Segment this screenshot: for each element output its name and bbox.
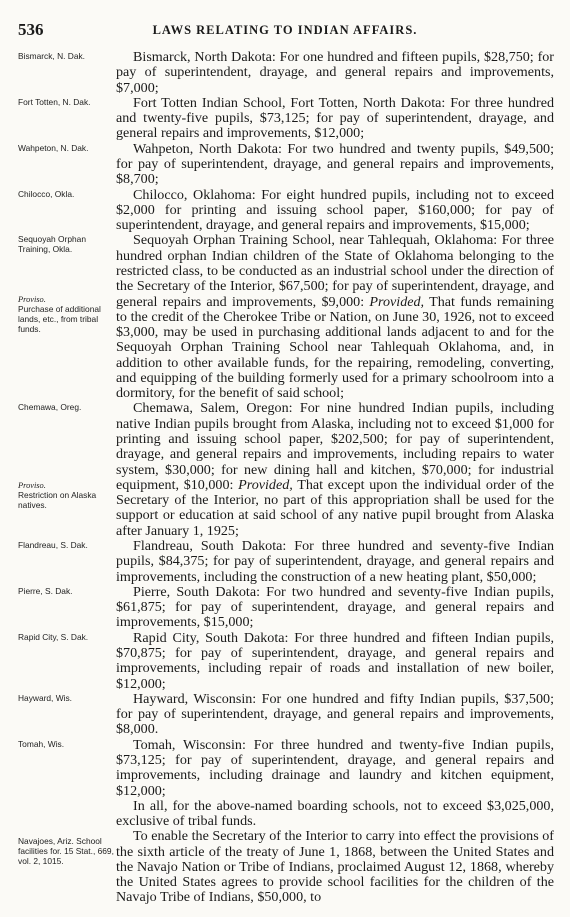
proviso-label: Proviso. bbox=[18, 481, 46, 491]
entry-navajoes bbox=[0, 829, 570, 905]
provided-word: Provided, bbox=[238, 476, 293, 493]
paragraph-text: Chemawa, Salem, Oregon: For nine hundred Indian pupils, including native Indian pupils brought from Alaska, including not to exceed $1,000 for printing and issuing school paper, $202,500; for pay of superintendent, drayage, and general repairs and improvements, including repairs to water system, $30,000; for new dining hall and kitchen, $70,000; for industrial equipment, $10,000: bbox=[116, 400, 554, 493]
entry-wahpeton bbox=[0, 142, 570, 188]
paragraph: Tomah, Wisconsin: For three hundred and twenty-five Indian pupils, $73,125; for pay of superintendent, drayage, and general repairs and improvements, including drainage and laundry and kitchen equipment, $12,000; bbox=[116, 736, 554, 799]
paragraph bbox=[116, 401, 554, 539]
provided-word: Provided, bbox=[369, 293, 425, 310]
entry-chilocco bbox=[0, 188, 570, 234]
running-head: LAWS RELATING TO INDIAN AFFAIRS. bbox=[152, 23, 418, 37]
margin-note-proviso bbox=[18, 295, 116, 334]
entry-chemawa bbox=[0, 401, 570, 539]
paragraph: In all, for the above-named boarding schools, not to exceed $3,025,000, exclusive of tribal funds. bbox=[116, 797, 554, 830]
paragraph: Flandreau, South Dakota: For three hundred and seventy-five Indian pupils, $84,375; for pay of superintendent, drayage, and general repairs and improvements, including the construction of a new heating plant, $50,000; bbox=[116, 538, 554, 585]
entry-fort-totten bbox=[0, 96, 570, 142]
margin-note: Chilocco, Okla. bbox=[18, 188, 75, 199]
margin-note: Wahpeton, N. Dak. bbox=[18, 142, 89, 153]
margin-note: Chemawa, Oreg. bbox=[18, 402, 82, 413]
proviso-label: Proviso. bbox=[18, 295, 46, 305]
paragraph: Chilocco, Oklahoma: For eight hundred pupils, including not to exceed $2,000 for printing and issuing school paper, $160,000; for pay of superintendent, drayage, and general repairs and improvements, $15,000; bbox=[116, 186, 554, 234]
paragraph-text: That funds remaining to the credit of the Cherokee Tribe or Nation, on June 30, 1926, not to exceed $3,000, may be used in purchasing additional lands adjacent to and for the Sequoyah Orphan Training School near Tahlequah Oklahoma, and, in addition to other available funds, for the repairing, remodeling, converting, and equipping of the building formerly used for a primary schoolroom into a dormitory, for the benefit of said school; bbox=[116, 293, 554, 402]
paragraph: Bismarck, North Dakota: For one hundred and fifteen pupils, $28,750; for pay of superintendent, drayage, and general repairs and improvements, $7,000; bbox=[116, 49, 554, 96]
entry-bismarck bbox=[0, 50, 570, 96]
paragraph: To enable the Secretary of the Interior to carry into effect the provisions of the sixth article of the treaty of June 1, 1868, between the United States and the Navajo Nation or Tribe of Indians, proclaimed August 12, 1868, whereby the United States agrees to provide school facilities for the children of the Navajo Tribe of Indians, $50,000, to bbox=[116, 828, 554, 906]
paragraph: Wahpeton, North Dakota: For two hundred and twenty pupils, $49,500; for pay of superintendent, drayage, and general repairs and improvements, $8,700; bbox=[116, 140, 554, 188]
entry-tomah bbox=[0, 738, 570, 799]
paragraph: Rapid City, South Dakota: For three hundred and fifteen Indian pupils, $70,875; for pay of superintendent, drayage, and general repairs and improvements, including repair of roads and installation of new boiler, $12,000; bbox=[116, 629, 554, 692]
paragraph-text: Sequoyah Orphan Training School, near Tahlequah, Oklahoma: For three hundred orphan Indian children of the State of Oklahoma belonging to the restricted class, to be conducted as an industrial school under the direction of the Secretary of the Interior, $67,500; for pay of superintendent, drayage, and general repairs and improvements, $9,000: bbox=[116, 232, 554, 310]
paragraph-text: That except upon the individual order of the Secretary of the Interior, no part of this appropriation shall be used for the support or education at said school of any native pupil brought from Alaska after January 1, 1925; bbox=[116, 476, 554, 539]
margin-note: Flandreau, S. Dak. bbox=[18, 540, 88, 550]
paragraph: Pierre, South Dakota: For two hundred and seventy-five Indian pupils, $61,875; for pay of superintendent, drayage, and general repairs and improvements, $15,000; bbox=[116, 583, 554, 631]
entry-flandreau bbox=[0, 539, 570, 585]
paragraph: Hayward, Wisconsin: For one hundred and fifty Indian pupils, $37,500; for pay of superintendent, drayage, and general repairs and improvements, $8,000. bbox=[116, 690, 554, 738]
entry-rapid-city bbox=[0, 631, 570, 692]
proviso-note: Restriction on Alaska natives. bbox=[18, 490, 97, 511]
entry-total bbox=[0, 799, 570, 830]
page-body bbox=[0, 50, 570, 906]
page-header bbox=[18, 20, 552, 42]
margin-note: Rapid City, S. Dak. bbox=[18, 631, 89, 642]
entry-hayward bbox=[0, 692, 570, 738]
paragraph bbox=[116, 233, 554, 401]
margin-note: Fort Totten, N. Dak. bbox=[18, 96, 91, 107]
proviso-note: Purchase of additional lands, etc., from tribal funds. bbox=[18, 304, 101, 334]
margin-note-proviso bbox=[18, 481, 116, 510]
margin-note: Navajoes, Ariz. School facilities for. 15 Stat., 669, vol. 2, 1015. bbox=[18, 836, 114, 866]
entry-pierre bbox=[0, 585, 570, 631]
margin-note: Sequoyah Orphan Training, Okla. bbox=[18, 234, 86, 255]
page-number: 536 bbox=[18, 20, 44, 39]
margin-note: Pierre, S. Dak. bbox=[18, 585, 73, 596]
paragraph: Fort Totten Indian School, Fort Totten, North Dakota: For three hundred and twenty-five pupils, $73,125; for pay of superintendent, drayage, and general repairs and improvements, $12,000; bbox=[116, 94, 554, 142]
margin-note: Bismarck, N. Dak. bbox=[18, 51, 86, 61]
margin-note: Hayward, Wis. bbox=[18, 692, 72, 703]
entry-sequoyah bbox=[0, 233, 570, 401]
margin-note: Tomah, Wis. bbox=[18, 738, 65, 749]
